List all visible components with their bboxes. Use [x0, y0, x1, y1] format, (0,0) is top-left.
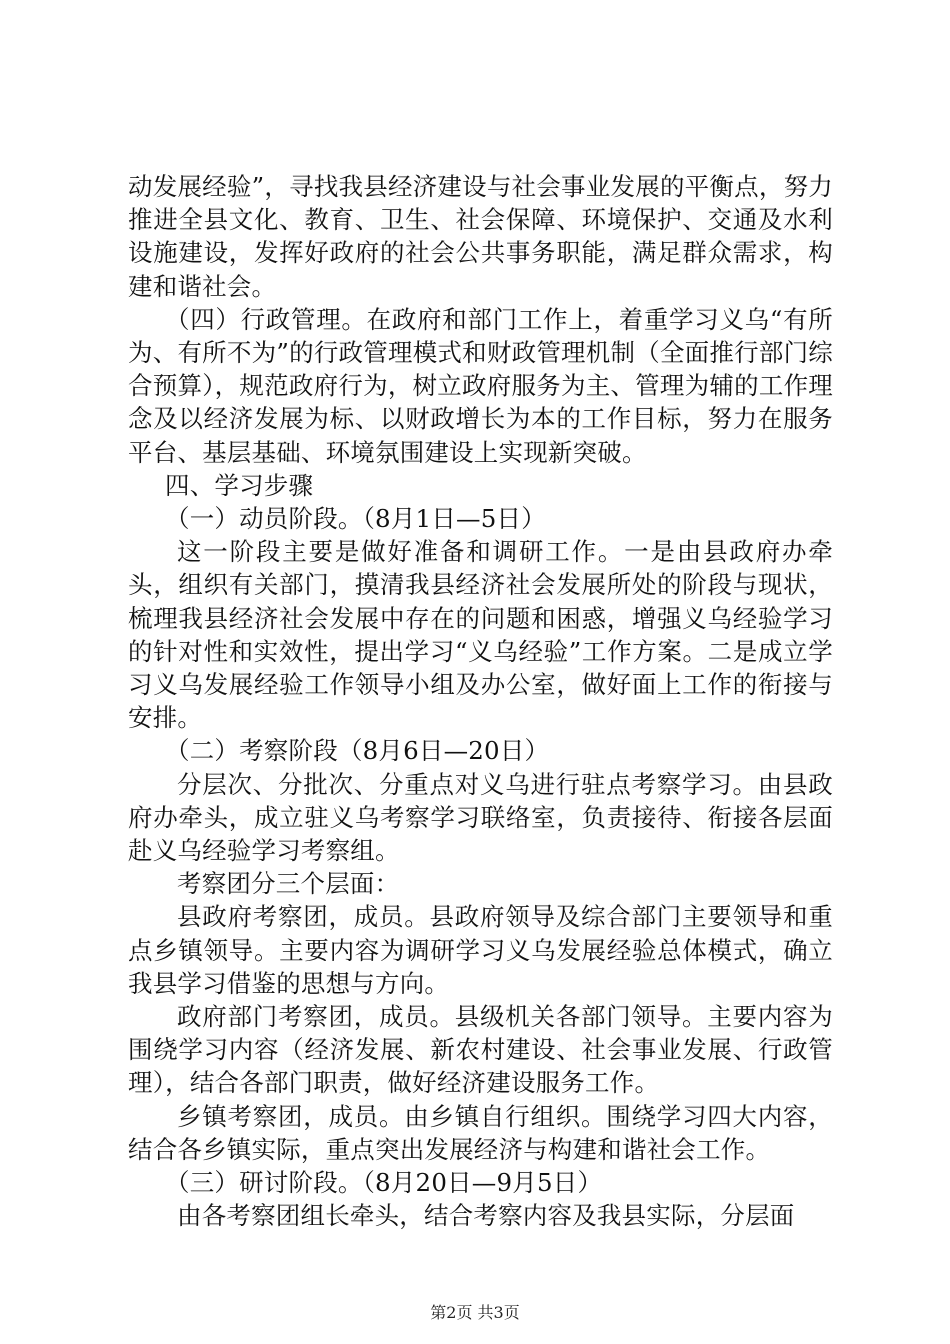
paragraph-township-delegation: 乡镇考察团，成员。由乡镇自行组织。围绕学习四大内容，结合各乡镇实际，重点突出发展经济与构建和谐社会工作。: [128, 1101, 833, 1164]
paragraph-mobilization: 这一阶段主要是做好准备和调研工作。一是由县政府办牵头，组织有关部门，摸清我县经济社会发展所处的阶段与现状，梳理我县经济社会发展中存在的问题和困惑，增强义乌经验学习的针对性和实效性，提出学习“义乌经验”工作方案。二是成立学习义乌发展经验工作领导小组及办公室，做好面上工作的衔接与安排。: [128, 537, 833, 733]
paragraph-continuation: 动发展经验”，寻找我县经济建设与社会事业发展的平衡点，努力推进全县文化、教育、卫生、社会保障、环境保护、交通及水利设施建设，发挥好政府的社会公共事务职能，满足群众需求，构建和谐社会。: [128, 172, 833, 301]
subheading-mobilization: （一）动员阶段。（8月1日—5日）: [165, 504, 546, 534]
page-number-footer: 第2页 共3页: [430, 1303, 520, 1322]
paragraph-department-delegation: 政府部门考察团，成员。县级机关各部门领导。主要内容为围绕学习内容（经济发展、新农村建设、社会事业发展、行政管理），结合各部门职责，做好经济建设服务工作。: [128, 1002, 833, 1098]
section-heading-study-steps: 四、学习步骤: [165, 470, 314, 500]
paragraph-admin-management: （四）行政管理。在政府和部门工作上，着重学习义乌“有所为、有所不为”的行政管理模式和财政管理机制（全面推行部门综合预算），规范政府行为，树立政府服务为主、管理为辅的工作理念及以经济发展为标、以财政增长为本的工作目标，努力在服务平台、基层基础、环境氛围建设上实现新突破。: [128, 304, 833, 467]
document-body: [128, 170, 833, 1233]
paragraph-delegation-levels: 考察团分三个层面：: [177, 869, 400, 899]
subheading-discussion: （三）研讨阶段。（8月20日—9月5日）: [165, 1168, 603, 1198]
subheading-inspection: （二）考察阶段（8月6日—20日）: [165, 736, 550, 766]
paragraph-county-delegation: 县政府考察团，成员。县政府领导及综合部门主要领导和重点乡镇领导。主要内容为调研学习义乌发展经验总体模式，确立我县学习借鉴的思想与方向。: [128, 902, 833, 998]
paragraph-discussion: 由各考察团组长牵头，结合考察内容及我县实际，分层面: [177, 1201, 795, 1231]
paragraph-inspection: 分层次、分批次、分重点对义乌进行驻点考察学习。由县政府办牵头，成立驻义乌考察学习联络室，负责接待、衔接各层面赴义乌经验学习考察组。: [128, 769, 833, 866]
